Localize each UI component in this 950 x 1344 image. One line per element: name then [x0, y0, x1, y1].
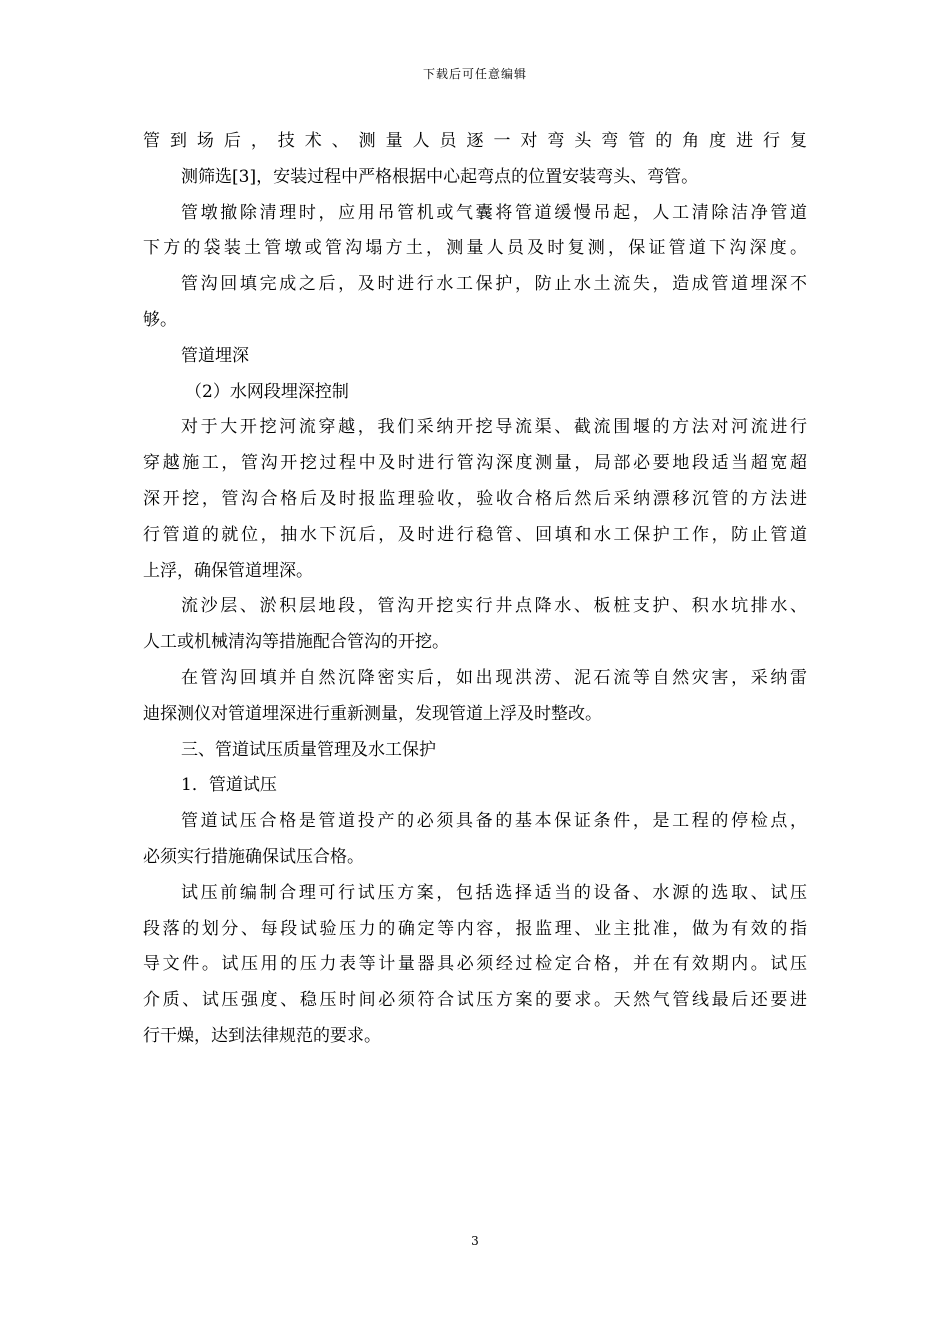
- text-line: 行干燥，达到法律规范的要求。: [143, 1025, 381, 1046]
- section-heading: 三、管道试压质量管理及水工保护: [181, 739, 436, 760]
- text-line: 导文件。试压用的压力表等计量器具必须经过检定合格，并在有效期内。试压: [143, 954, 807, 975]
- document-body: [143, 124, 807, 1055]
- text-line: 段落的划分、每段试验压力的确定等内容，报监理、业主批准，做为有效的指: [143, 918, 807, 939]
- text-line: 人工或机械清沟等措施配合管沟的开挖。: [143, 632, 449, 653]
- text-line: 必须实行措施确保试压合格。: [143, 846, 364, 867]
- text-line: 对于大开挖河流穿越，我们采纳开挖导流渠、截流围堰的方法对河流进行: [181, 417, 807, 438]
- text-line: 测筛选[3]，安装过程中严格根据中心起弯点的位置安装弯头、弯管。: [181, 166, 699, 187]
- section-subheading: （2）水网段埋深控制: [185, 381, 349, 402]
- page-header: 下载后可任意编辑: [422, 67, 527, 81]
- text-line: 管墩撤除清理时，应用吊管机或气囊将管道缓慢吊起，人工清除洁净管道: [181, 202, 807, 223]
- section-subheading: 1．管道试压: [181, 775, 277, 796]
- text-line: 在管沟回填并自然沉降密实后，如出现洪涝、泥石流等自然灾害，采纳雷: [181, 667, 807, 688]
- text-line: 深开挖，管沟合格后及时报监理验收，验收合格后然后采纳漂移沉管的方法进: [143, 488, 807, 509]
- text-line: 介质、试压强度、稳压时间必须符合试压方案的要求。天然气管线最后还要进: [143, 990, 807, 1011]
- text-line: 穿越施工，管沟开挖过程中及时进行管沟深度测量，局部必要地段适当超宽超: [143, 453, 807, 474]
- text-line: 够。: [143, 309, 177, 330]
- text-line: 管道试压合格是管道投产的必须具备的基本保证条件，是工程的停检点，: [181, 811, 807, 832]
- text-line: 流沙层、淤积层地段，管沟开挖实行井点降水、板桩支护、积水坑排水、: [181, 596, 807, 617]
- text-line: 试压前编制合理可行试压方案，包括选择适当的设备、水源的选取、试压: [181, 882, 807, 903]
- text-line: 上浮，确保管道埋深。: [143, 560, 313, 581]
- text-line: 管道埋深: [181, 345, 249, 366]
- text-line: 行管道的就位，抽水下沉后，及时进行稳管、回填和水工保护工作，防止管道: [143, 524, 807, 545]
- text-line: 管到场后，技术、测量人员逐一对弯头弯管的角度进行复: [143, 131, 807, 151]
- text-line: 管沟回填完成之后，及时进行水工保护，防止水土流失，造成管道埋深不: [181, 274, 807, 295]
- text-line: 迪探测仪对管道埋深进行重新测量，发现管道上浮及时整改。: [143, 703, 602, 724]
- page-number: 3: [471, 1234, 479, 1248]
- text-line: 下方的袋装土管墩或管沟塌方土，测量人员及时复测，保证管道下沟深度。: [143, 238, 807, 259]
